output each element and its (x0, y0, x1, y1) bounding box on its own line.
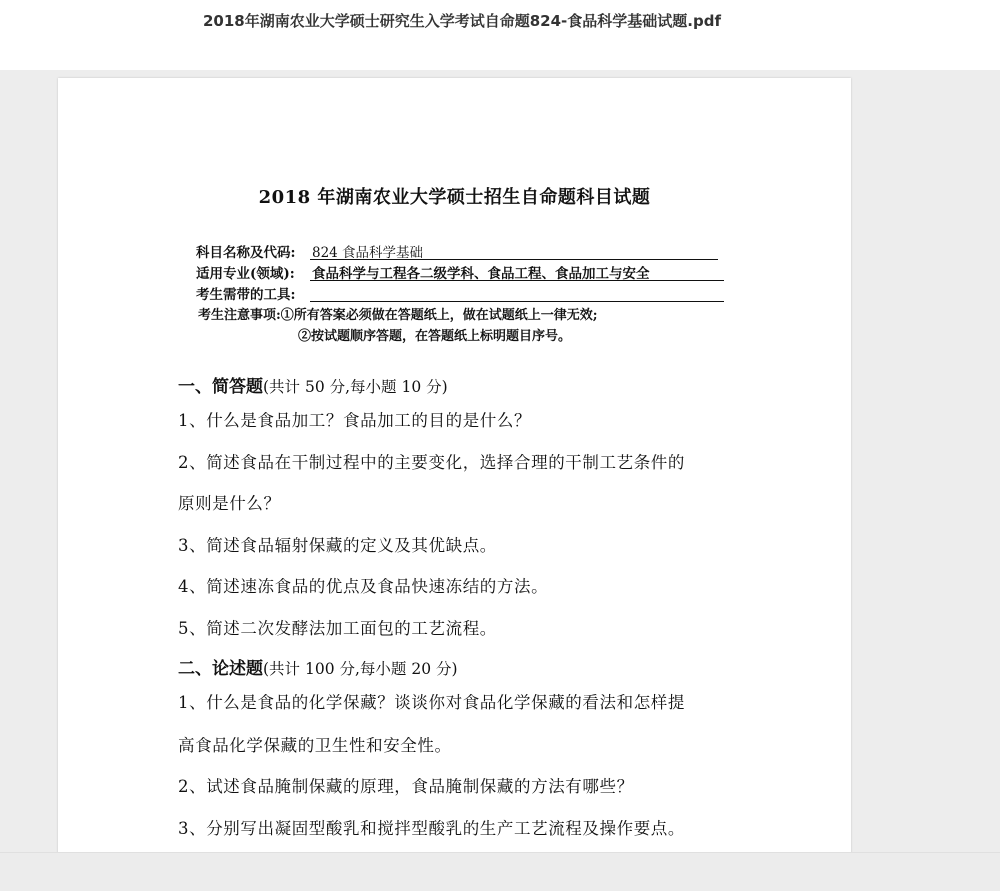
pdf-page (58, 78, 851, 858)
subject-label: 科目名称及代码: (196, 245, 296, 261)
question-text: 5、简述二次发酵法加工面包的工艺流程。 (178, 619, 497, 638)
subject-row (196, 241, 424, 261)
question-text: 原则是什么？ (178, 494, 281, 513)
tools-label: 考生需带的工具: (196, 287, 296, 303)
question-text: 4、简述速冻食品的优点及食品快速冻结的方法。 (178, 577, 549, 596)
question-text: 高食品化学保藏的卫生性和安全性。 (178, 736, 452, 755)
tools-value (310, 283, 724, 302)
section-note: (共计 50 分,每小题 10 分) (263, 378, 448, 396)
major-value: 食品科学与工程各二级学科、食品工程、食品加工与安全 (310, 262, 724, 281)
question-text: 3、简述食品辐射保藏的定义及其优缺点。 (178, 536, 497, 555)
document-viewer[interactable] (0, 70, 1000, 852)
subject-value: 824 食品科学基础 (310, 241, 718, 260)
section-title: 一、简答题 (178, 377, 263, 397)
question-text: 1、什么是食品的化学保藏？谈谈你对食品化学保藏的看法和怎样提 (178, 693, 685, 712)
bottom-bar (0, 852, 1000, 891)
notice-line-1: 考生注意事项:①所有答案必须做在答题纸上，做在试题纸上一律无效; (198, 308, 598, 323)
question-text: 2、简述食品在干制过程中的主要变化，选择合理的干制工艺条件的 (178, 453, 685, 472)
notice-line-2: ②按试题顺序答题，在答题纸上标明题目序号。 (298, 329, 572, 344)
file-title: 2018年湖南农业大学硕士研究生入学考试自命题824-食品科学基础试题.pdf (203, 12, 721, 30)
question-text: 2、试述食品腌制保藏的原理，食品腌制保藏的方法有哪些？ (178, 777, 634, 796)
major-row (196, 262, 650, 282)
section-title: 二、论述题 (178, 659, 263, 679)
tools-row (196, 283, 295, 303)
major-label: 适用专业(领域): (196, 266, 295, 282)
question-text: 3、分别写出凝固型酸乳和搅拌型酸乳的生产工艺流程及操作要点。 (178, 819, 685, 838)
section-heading-short-answer (178, 372, 448, 397)
section-note: (共计 100 分,每小题 20 分) (263, 660, 458, 678)
section-heading-essay (178, 654, 458, 679)
question-text: 1、什么是食品加工？食品加工的目的是什么？ (178, 411, 532, 430)
exam-title: 2018 年湖南农业大学硕士招生自命题科目试题 (258, 187, 651, 208)
file-title-bar (0, 0, 1000, 70)
